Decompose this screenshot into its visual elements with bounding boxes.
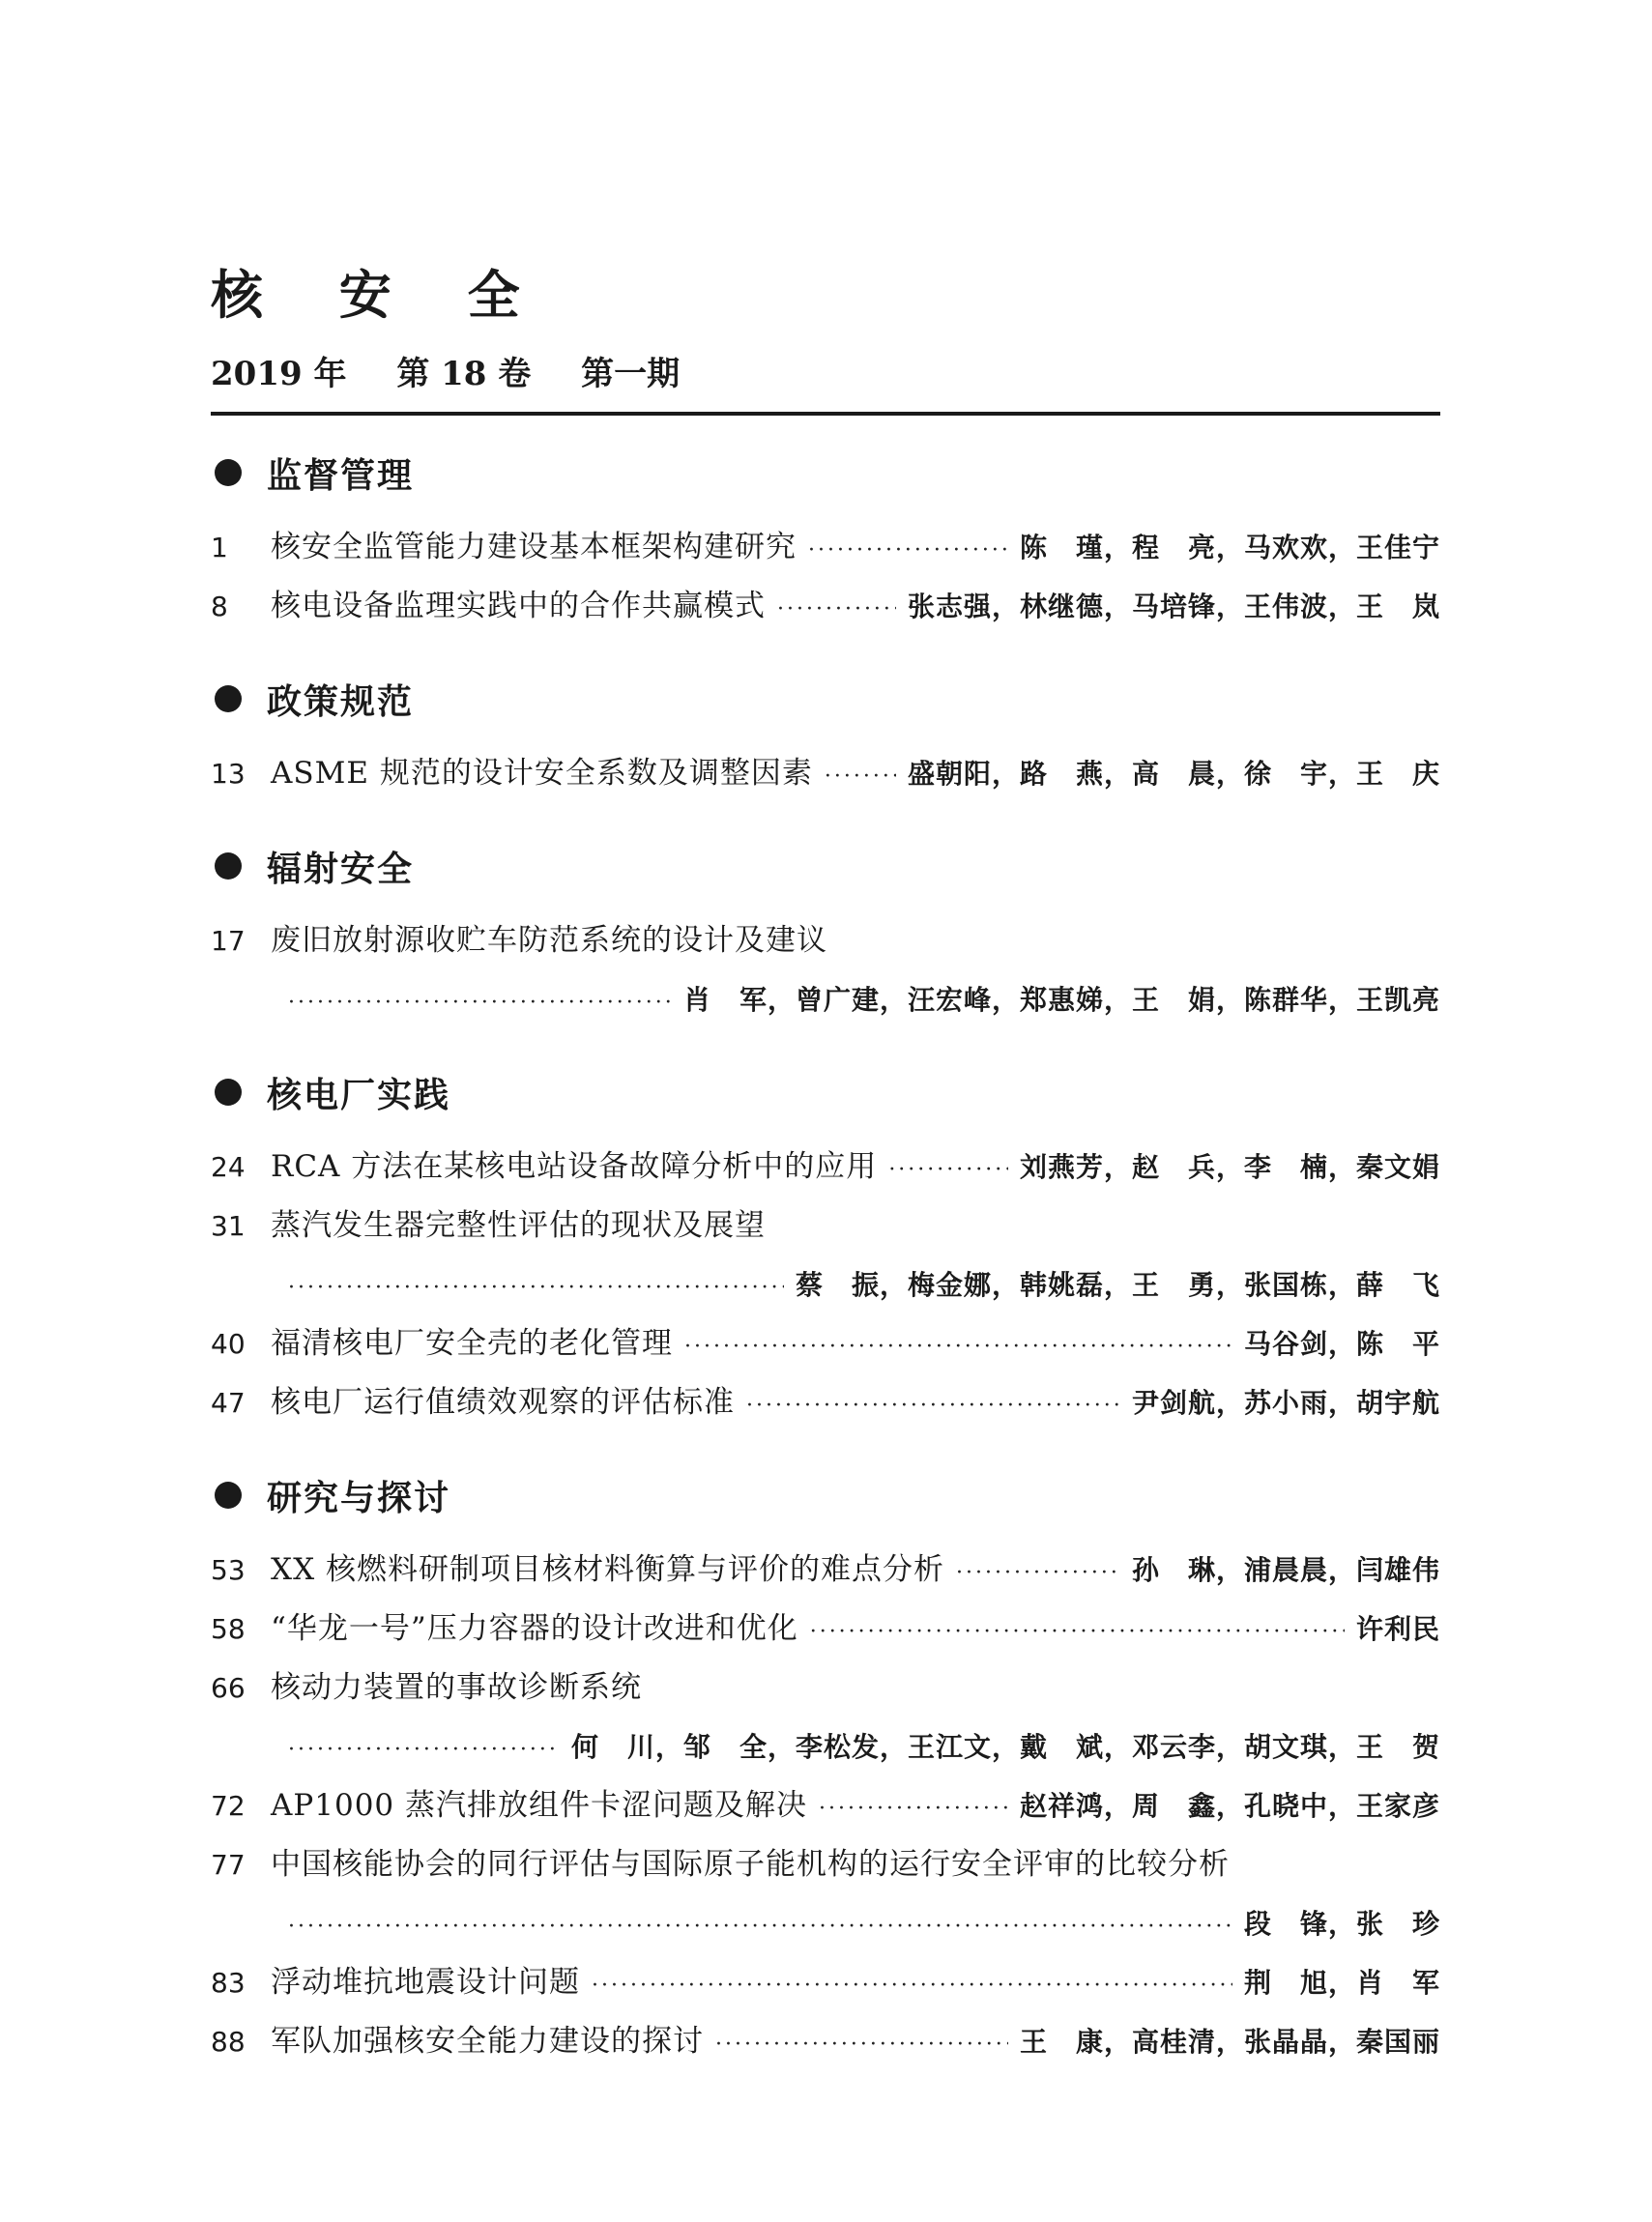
toc-entry-row <box>211 1197 1440 1255</box>
page-number: 24 <box>211 1151 246 1183</box>
leader-dots <box>808 521 1008 580</box>
toc-entry-row <box>211 1541 1440 1600</box>
page-number: 1 <box>211 532 228 563</box>
toc-entry[interactable] <box>211 1541 1440 1600</box>
page-number: 77 <box>211 1849 246 1881</box>
section-heading <box>211 448 1440 497</box>
toc-entry-row <box>211 1600 1440 1659</box>
section-heading <box>211 842 1440 890</box>
issue-line <box>211 355 718 393</box>
article-authors: 张志强，林继德，马培锋，王伟波，王 岚 <box>907 591 1440 622</box>
article-authors: 肖 军，曾广建，汪宏峰，郑惠娣，王 娟，陈群华，王凯亮 <box>682 984 1440 1016</box>
toc-entry-row <box>211 1953 1440 2012</box>
article-authors: 许利民 <box>1355 1613 1440 1645</box>
article-title[interactable]: AP1000 蒸汽排放组件卡涩问题及解决 <box>271 1788 807 1823</box>
leader-dots <box>888 1140 1008 1199</box>
article-authors: 尹剑航，苏小雨，胡宇航 <box>1131 1387 1440 1419</box>
leader-dots <box>288 973 672 1032</box>
leader-dots <box>715 2015 1008 2074</box>
bullet-icon <box>215 852 242 880</box>
toc-entry[interactable] <box>211 1835 1440 1953</box>
article-title[interactable]: 核安全监管能力建设基本框架构建研究 <box>271 530 797 564</box>
toc-entry[interactable] <box>211 1659 1440 1776</box>
toc-entry-row <box>211 577 1440 636</box>
page-number: 8 <box>211 591 228 622</box>
article-authors: 陈 瑾，程 亮，马欢欢，王佳宁 <box>1019 532 1440 563</box>
leader-dots <box>825 747 896 806</box>
article-title[interactable]: 核动力装置的事故诊断系统 <box>271 1670 642 1705</box>
section-title: 核电厂实践 <box>267 1075 451 1115</box>
leader-dots <box>810 1602 1345 1661</box>
page-number: 88 <box>211 2026 246 2058</box>
toc-entry-continuation <box>211 1255 1440 1314</box>
article-authors: 赵祥鸿，周 鑫，孔晓中，王家彦 <box>1019 1790 1440 1822</box>
toc-entry-continuation <box>211 1894 1440 1953</box>
table-of-contents <box>211 416 1440 2071</box>
article-title[interactable]: 军队加强核安全能力建设的探讨 <box>271 2024 704 2059</box>
toc-entry-continuation <box>211 1717 1440 1776</box>
bullet-icon <box>215 1482 242 1509</box>
section-heading <box>211 675 1440 723</box>
toc-entry-row <box>211 1373 1440 1432</box>
page-number: 72 <box>211 1790 246 1822</box>
article-authors: 马谷剑，陈 平 <box>1243 1328 1440 1360</box>
leader-dots <box>288 1720 560 1779</box>
toc-entry[interactable] <box>211 1373 1440 1432</box>
leader-dots <box>288 1897 1232 1956</box>
article-title[interactable]: 核电厂运行值绩效观察的评估标准 <box>271 1385 735 1420</box>
toc-entry[interactable] <box>211 1953 1440 2012</box>
toc-entry-row <box>211 1138 1440 1197</box>
toc-entry-row <box>211 1659 1440 1717</box>
page-number: 31 <box>211 1210 246 1242</box>
issue-year: 2019 年 <box>211 355 347 393</box>
toc-entry[interactable] <box>211 744 1440 803</box>
toc-entry-row <box>211 2012 1440 2071</box>
leader-dots <box>592 1956 1232 2015</box>
article-title[interactable]: 浮动堆抗地震设计问题 <box>271 1965 580 2000</box>
section-heading <box>211 1471 1440 1519</box>
leader-dots <box>777 580 896 639</box>
article-authors: 何 川，邹 全，李松发，王江文，戴 斌，邓云李，胡文琪，王 贺 <box>570 1731 1440 1763</box>
toc-entry-row <box>211 744 1440 803</box>
leader-dots <box>819 1779 1008 1838</box>
article-authors: 王 康，高桂清，张晶晶，秦国丽 <box>1019 2026 1440 2058</box>
bullet-icon <box>215 1079 242 1106</box>
toc-entry[interactable] <box>211 518 1440 577</box>
page-number: 58 <box>211 1613 246 1645</box>
toc-entry-continuation <box>211 970 1440 1029</box>
page-number: 40 <box>211 1328 246 1360</box>
toc-entry-row <box>211 1314 1440 1373</box>
leader-dots <box>956 1544 1120 1602</box>
article-authors: 段 锋，张 珍 <box>1243 1908 1440 1940</box>
toc-entry-row <box>211 1776 1440 1835</box>
article-authors: 蔡 振，梅金娜，韩姚磊，王 勇，张国栋，薛 飞 <box>795 1269 1440 1301</box>
toc-entry-row <box>211 1835 1440 1894</box>
article-title[interactable]: ASME 规范的设计安全系数及调整因素 <box>271 756 813 791</box>
issue-volume: 第 18 卷 <box>396 355 532 393</box>
article-title[interactable]: 核电设备监理实践中的合作共赢模式 <box>271 589 766 623</box>
section-heading <box>211 1068 1440 1116</box>
article-authors: 孙 琳，浦晨晨，闫雄伟 <box>1131 1554 1440 1586</box>
article-title[interactable]: RCA 方法在某核电站设备故障分析中的应用 <box>271 1149 878 1184</box>
article-title[interactable]: 蒸汽发生器完整性评估的现状及展望 <box>271 1208 766 1243</box>
toc-entry-row <box>211 911 1440 970</box>
toc-entry[interactable] <box>211 1197 1440 1314</box>
issue-number: 第一期 <box>581 355 681 393</box>
bullet-icon <box>215 459 242 486</box>
section-title: 政策规范 <box>267 681 415 722</box>
article-title[interactable]: 废旧放射源收贮车防范系统的设计及建议 <box>271 923 827 958</box>
page-number: 13 <box>211 758 246 790</box>
article-title[interactable]: 中国核能协会的同行评估与国际原子能机构的运行安全评审的比较分析 <box>271 1847 1230 1882</box>
article-title[interactable]: 福清核电厂安全壳的老化管理 <box>271 1326 673 1361</box>
leader-dots <box>746 1376 1120 1435</box>
article-title[interactable]: “华龙一号”压力容器的设计改进和优化 <box>271 1611 798 1646</box>
article-authors: 刘燕芳，赵 兵，李 楠，秦文娟 <box>1019 1151 1440 1183</box>
page-number: 17 <box>211 925 246 957</box>
page-number: 66 <box>211 1672 246 1704</box>
section-title: 监督管理 <box>267 455 415 496</box>
toc-entry[interactable] <box>211 577 1440 636</box>
toc-entry-row <box>211 518 1440 577</box>
section-title: 研究与探讨 <box>267 1478 451 1518</box>
page-number: 53 <box>211 1554 246 1586</box>
toc-entry[interactable] <box>211 911 1440 1029</box>
toc-entry[interactable] <box>211 1600 1440 1659</box>
toc-entry[interactable] <box>211 2012 1440 2071</box>
article-title[interactable]: XX 核燃料研制项目核材料衡算与评价的难点分析 <box>271 1552 944 1587</box>
toc-entry[interactable] <box>211 1776 1440 1835</box>
leader-dots <box>684 1317 1232 1376</box>
article-authors: 盛朝阳，路 燕，高 晨，徐 宇，王 庆 <box>907 758 1440 790</box>
page-number: 83 <box>211 1967 246 1999</box>
toc-entry[interactable] <box>211 1314 1440 1373</box>
leader-dots <box>288 1258 784 1317</box>
article-authors: 荆 旭，肖 军 <box>1243 1967 1440 1999</box>
bullet-icon <box>215 685 242 712</box>
page-number: 47 <box>211 1387 246 1419</box>
section-title: 辐射安全 <box>267 849 415 889</box>
journal-title: 核 安 全 <box>211 264 549 326</box>
toc-entry[interactable] <box>211 1138 1440 1197</box>
